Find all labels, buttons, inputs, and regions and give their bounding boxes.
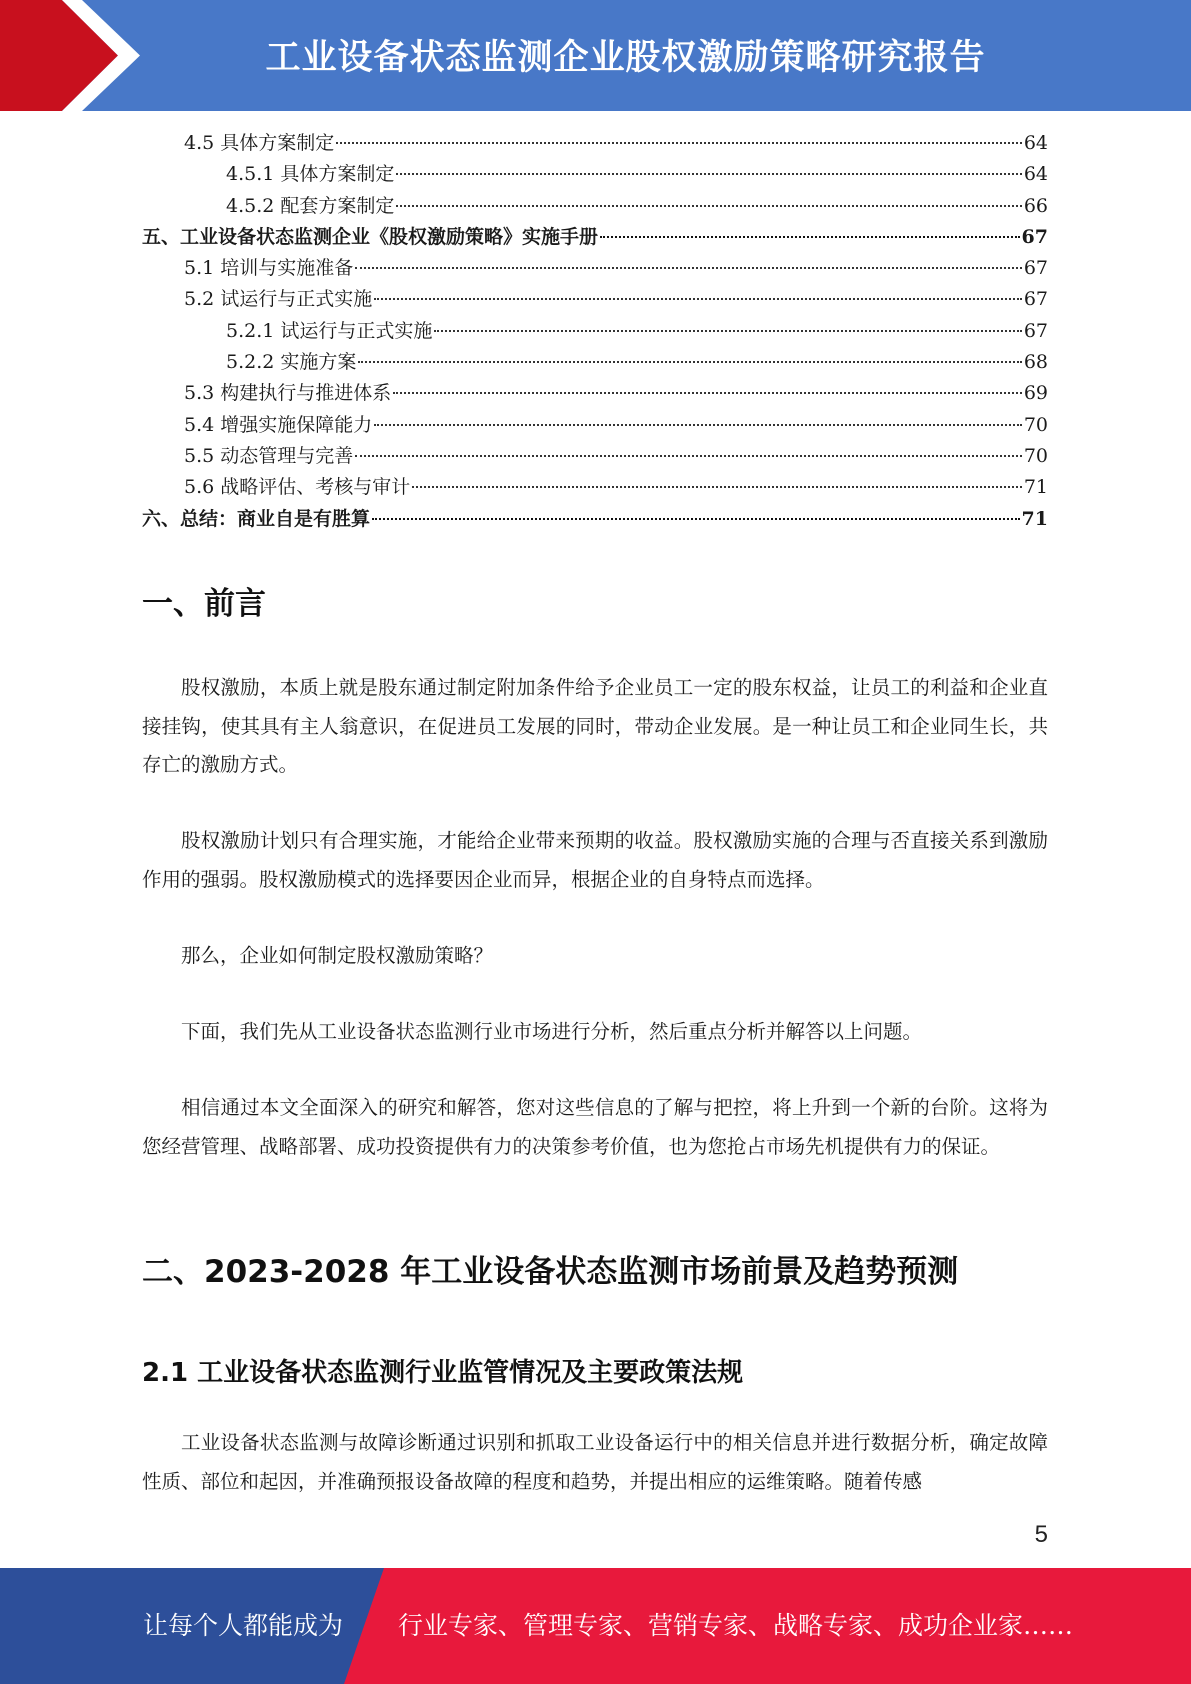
toc-entry-title: 五、工业设备状态监测企业《股权激励策略》实施手册	[142, 225, 599, 248]
toc-entry[interactable]	[142, 128, 1048, 159]
toc-entry-title: 4.5 具体方案制定	[184, 132, 335, 154]
toc-dot-leader	[396, 205, 1021, 207]
toc-entry-title: 5.2.1 试运行与正式实施	[226, 319, 433, 342]
preface-paragraph-3: 那么，企业如何制定股权激励策略？	[181, 944, 494, 967]
toc-entry-page: 67	[1023, 257, 1048, 280]
toc-dot-leader	[374, 424, 1022, 426]
toc-entry-title: 5.6 战略评估、考核与审计	[184, 476, 411, 499]
toc-entry-title: 5.5 动态管理与完善	[184, 444, 354, 467]
toc-dot-leader	[434, 330, 1021, 332]
toc-entry-page: 67	[1021, 225, 1048, 248]
toc-entry-title: 4.5.2 配套方案制定	[226, 194, 395, 217]
toc-entry-page: 66	[1023, 194, 1048, 217]
toc-entry-page: 67	[1023, 288, 1048, 311]
section-2-1-paragraph: 工业设备状态监测与故障诊断通过识别和抓取工业设备运行中的相关信息并进行数据分析，确定故障性质、部位和起因，并准确预报设备故障的程度和趋势，并提出相应的运维策略。随着传感	[142, 1431, 1048, 1493]
toc-entry[interactable]	[142, 472, 1048, 503]
toc-entry-page: 71	[1023, 476, 1048, 499]
toc-entry-page: 70	[1023, 444, 1048, 467]
toc-entry[interactable]	[142, 504, 1048, 535]
toc-entry[interactable]	[142, 316, 1048, 347]
preface-heading: 一、前言	[142, 586, 266, 622]
toc-dot-leader	[374, 298, 1022, 300]
toc-entry-page: 69	[1023, 382, 1048, 405]
toc-entry-title: 5.3 构建执行与推进体系	[184, 382, 392, 405]
toc-entry-title: 5.4 增强实施保障能力	[184, 413, 373, 436]
toc-entry-title: 5.2 试运行与正式实施	[184, 288, 373, 311]
toc-entry[interactable]	[142, 284, 1048, 315]
toc-entry[interactable]	[142, 378, 1048, 409]
toc-entry[interactable]	[142, 410, 1048, 441]
section-2-1-heading: 2.1 工业设备状态监测行业监管情况及主要政策法规	[142, 1358, 744, 1388]
toc-entry[interactable]	[142, 191, 1048, 222]
toc-entry-page: 64	[1023, 163, 1048, 186]
toc-entry-title: 5.2.2 实施方案	[226, 351, 357, 374]
toc-entry-page: 67	[1023, 319, 1048, 342]
toc-entry[interactable]	[142, 253, 1048, 284]
toc-entry-title: 5.1 培训与实施准备	[184, 257, 354, 280]
page-number: 5	[1034, 1521, 1048, 1548]
toc-entry[interactable]	[142, 441, 1048, 472]
toc-entry-page: 64	[1023, 132, 1048, 154]
report-title: 工业设备状态监测企业股权激励策略研究报告	[265, 38, 986, 78]
header-banner	[0, 0, 1191, 111]
toc-entry-title: 六、总结：商业自是有胜算	[142, 507, 371, 530]
toc-entry-title: 4.5.1 具体方案制定	[226, 163, 395, 186]
toc-entry-page: 68	[1023, 351, 1048, 374]
preface-paragraph-5: 相信通过本文全面深入的研究和解答，您对这些信息的了解与把控，将上升到一个新的台阶。这将为您经营管理、战略部署、成功投资提供有力的决策参考价值，也为您抢占市场先机提供有力的保证。	[142, 1096, 1048, 1158]
footer-slogan-right: 行业专家、管理专家、营销专家、战略专家、成功企业家……	[398, 1611, 1074, 1640]
toc-dot-leader	[393, 392, 1022, 394]
toc-entry-page: 71	[1021, 507, 1048, 530]
toc-dot-leader	[355, 267, 1022, 269]
chapter-2-heading: 二、2023-2028 年工业设备状态监测市场前景及趋势预测	[142, 1254, 959, 1290]
toc-entry[interactable]	[142, 159, 1048, 190]
toc-dot-leader	[358, 361, 1021, 363]
preface-paragraph-1: 股权激励，本质上就是股东通过制定附加条件给予企业员工一定的股东权益，让员工的利益和企业直接挂钩，使其具有主人翁意识，在促进员工发展的同时，带动企业发展。是一种让员工和企业同生长，共存亡的激励方式。	[142, 676, 1048, 776]
preface-paragraph-4: 下面，我们先从工业设备状态监测行业市场进行分析，然后重点分析并解答以上问题。	[181, 1020, 923, 1043]
toc-dot-leader	[396, 173, 1021, 175]
toc-dot-leader	[600, 236, 1020, 238]
toc-dot-leader	[336, 142, 1022, 144]
toc-entry-page: 70	[1023, 413, 1048, 436]
footer-slogan-left: 让每个人都能成为	[143, 1611, 344, 1640]
toc-entry[interactable]	[142, 222, 1048, 253]
preface-paragraph-2: 股权激励计划只有合理实施，才能给企业带来预期的收益。股权激励实施的合理与否直接关系到激励作用的强弱。股权激励模式的选择要因企业而异，根据企业的自身特点而选择。	[142, 829, 1048, 891]
toc-dot-leader	[412, 486, 1022, 488]
table-of-contents	[142, 128, 1048, 535]
toc-entry[interactable]	[142, 347, 1048, 378]
toc-dot-leader	[355, 455, 1022, 457]
footer-banner	[0, 1568, 1191, 1684]
toc-dot-leader	[372, 518, 1020, 520]
